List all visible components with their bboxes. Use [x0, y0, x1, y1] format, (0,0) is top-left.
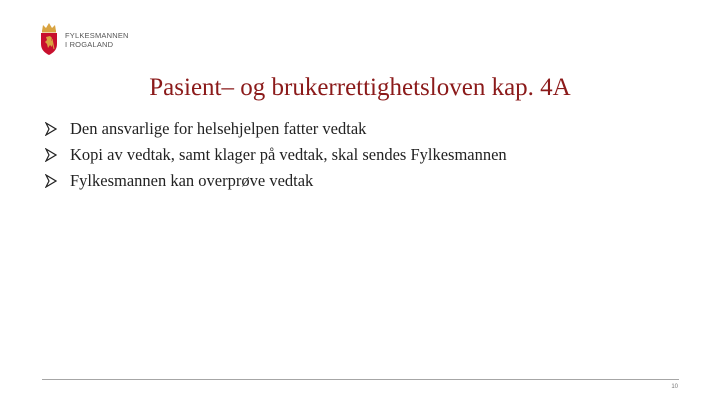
bullet-text: Fylkesmannen kan overprøve vedtak — [70, 171, 314, 190]
arrowhead-bullet-icon — [45, 148, 57, 162]
bullet-text: Kopi av vedtak, samt klager på vedtak, skal sendes Fylkesmannen — [70, 145, 507, 164]
bullet-text: Den ansvarlige for helsehjelpen fatter vedtak — [70, 119, 367, 138]
bullet-item — [45, 116, 507, 142]
bullet-list — [45, 116, 507, 194]
logo-line-2: I ROGALAND — [65, 40, 114, 49]
coat-of-arms-icon — [38, 22, 60, 56]
organization-logo — [38, 22, 129, 56]
slide-title: Pasient– og brukerrettighetsloven kap. 4A — [149, 74, 571, 101]
logo-line-1: FYLKESMANNEN — [65, 31, 129, 40]
bullet-item — [45, 168, 507, 194]
arrowhead-bullet-icon — [45, 174, 57, 188]
page-number: 10 — [671, 384, 678, 390]
footer-divider — [42, 379, 679, 380]
arrowhead-bullet-icon — [45, 122, 57, 136]
bullet-item — [45, 142, 507, 168]
